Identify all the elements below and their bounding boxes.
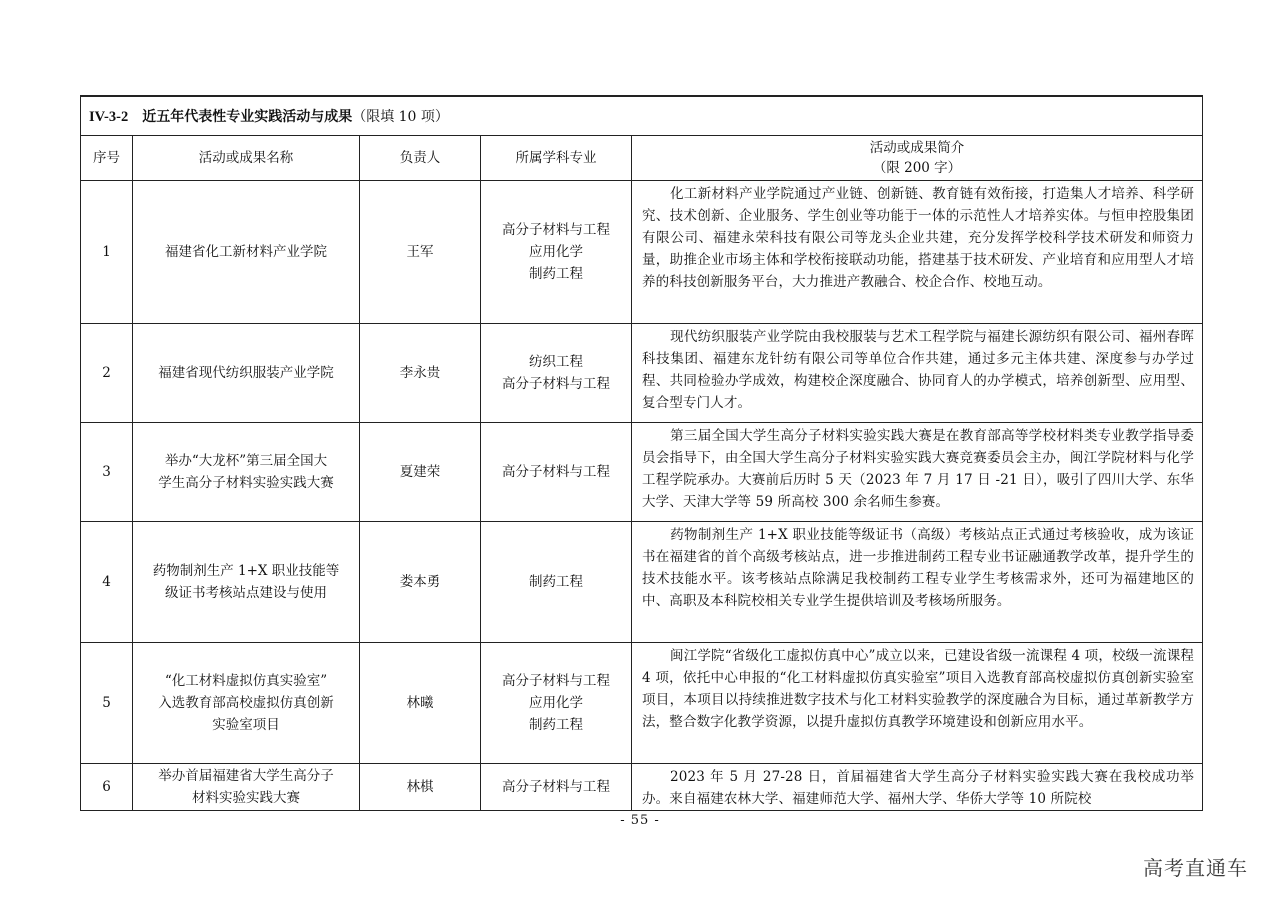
row-major: 高分子材料与工程 — [502, 673, 610, 689]
row-leader: 王军 — [360, 181, 481, 324]
row-leader: 林棋 — [360, 764, 481, 811]
row-index: 6 — [81, 764, 133, 811]
section-code: IV-3-2 — [89, 109, 129, 125]
table-header-row — [81, 136, 1203, 181]
row-name-line: 学生高分子材料实验实践大赛 — [158, 475, 334, 491]
row-major: 应用化学 — [529, 244, 583, 260]
row-major: 制药工程 — [529, 574, 583, 590]
row-leader: 李永贵 — [360, 324, 481, 423]
header-description — [632, 136, 1203, 181]
row-major: 高分子材料与工程 — [502, 376, 610, 392]
row-description-text: 闽江学院“省级化工虚拟仿真中心”成立以来，已建设省级一流课程 4 项，校级一流课程 4 项，依托中心申报的“化工材料虚拟仿真实验室”项目入选教育部高校虚拟仿真创新实验室项目，本项目以持续推进数字技术与化工材料实验教学的深度融合为目标，通过革新教学方法，整合数字化教学资源，以提升虚拟仿真教学环境建设和创新应用水平。 — [642, 648, 1195, 730]
practice-activities-table — [80, 95, 1203, 811]
header-description-title: 活动或成果简介 — [869, 140, 965, 156]
row-description-text: 化工新材料产业学院通过产业链、创新链、教育链有效衔接，打造集人才培养、科学研究、技术创新、企业服务、学生创业等功能于一体的示范性人才培养实体。与恒申控股集团有限公司、福建永荣科技有限公司等龙头企业共建，充分发挥学校科学技术研发和师资力量，助推企业市场主体和学校衔接联动功能，搭建基于技术研发、产业培育和应用型人才培养的科技创新服务平台，大力推进产教融合、校企合作、校地互动。 — [642, 186, 1195, 290]
row-name-line: 福建省现代纺织服装产业学院 — [158, 365, 334, 381]
row-name — [133, 643, 360, 764]
section-name: 近五年代表性专业实践活动与成果 — [142, 109, 353, 125]
row-description-text: 药物制剂生产 1+X 职业技能等级证书（高级）考核站点正式通过考核验收，成为该证书在福建省的首个高级考核站点，进一步推进制药工程专业书证融通教学改革，提升学生的技术技能水平。该考核站点除满足我校制药工程专业学生考核需求外，还可为福建地区的中、高职及本科院校相关专业学生提供培训及考核场所服务。 — [642, 527, 1195, 609]
table-row — [81, 522, 1203, 643]
row-description — [632, 643, 1203, 764]
header-leader: 负责人 — [360, 136, 481, 181]
watermark-text: 高考直通车 — [1143, 856, 1248, 880]
row-name-line: 举办首届福建省大学生高分子 — [158, 768, 334, 784]
header-name: 活动或成果名称 — [133, 136, 360, 181]
row-major: 应用化学 — [529, 695, 583, 711]
row-description — [632, 522, 1203, 643]
section-note: （限填 10 项） — [352, 109, 449, 125]
row-majors — [481, 324, 632, 423]
row-index: 4 — [81, 522, 133, 643]
row-major: 高分子材料与工程 — [502, 464, 610, 480]
row-majors — [481, 522, 632, 643]
row-index: 5 — [81, 643, 133, 764]
section-title — [81, 96, 1203, 136]
row-name-line: 入选教育部高校虚拟仿真创新 — [158, 695, 334, 711]
row-description — [632, 181, 1203, 324]
row-description — [632, 423, 1203, 522]
row-major: 高分子材料与工程 — [502, 222, 610, 238]
row-major: 制药工程 — [529, 717, 583, 733]
row-leader: 夏建荣 — [360, 423, 481, 522]
row-majors — [481, 423, 632, 522]
page-number: - 55 - — [620, 813, 660, 828]
row-name-line: 实验室项目 — [212, 717, 280, 733]
row-name — [133, 522, 360, 643]
header-index: 序号 — [81, 136, 133, 181]
row-major: 高分子材料与工程 — [502, 779, 610, 795]
row-name-line: 福建省化工新材料产业学院 — [165, 244, 327, 260]
row-name-line: 级证书考核站点建设与使用 — [165, 585, 327, 601]
row-name-line: 材料实验实践大赛 — [192, 790, 300, 806]
row-majors — [481, 181, 632, 324]
header-major: 所属学科专业 — [481, 136, 632, 181]
row-description-text: 第三届全国大学生高分子材料实验实践大赛是在教育部高等学校材料类专业教学指导委员会指导下，由全国大学生高分子材料实验实践大赛竞赛委员会主办，闽江学院材料与化学工程学院承办。大赛前后历时 5 天（2023 年 7 月 17 日 -21 日），吸引了四川大学、东华大学、天津大学等 59 所高校 300 余名师生参赛。 — [642, 428, 1195, 510]
row-name-line: “化工材料虚拟仿真实验室” — [164, 673, 328, 689]
row-name — [133, 324, 360, 423]
row-major: 纺织工程 — [529, 354, 583, 370]
row-leader: 娄本勇 — [360, 522, 481, 643]
row-description — [632, 324, 1203, 423]
row-index: 2 — [81, 324, 133, 423]
row-description-text: 现代纺织服装产业学院由我校服装与艺术工程学院与福建长源纺织有限公司、福州春晖科技集团、福建东龙针纺有限公司等单位合作共建，通过多元主体共建、深度参与办学过程、共同检验办学成效，构建校企深度融合、协同育人的办学模式，培养创新型、应用型、复合型专门人才。 — [642, 329, 1195, 411]
row-index: 3 — [81, 423, 133, 522]
table-row — [81, 324, 1203, 423]
row-description-text: 2023 年 5 月 27-28 日，首届福建省大学生高分子材料实验实践大赛在我校成功举办。来自福建农林大学、福建师范大学、福州大学、华侨大学等 10 所院校 — [642, 769, 1195, 807]
row-name-line: 举办“大龙杯”第三届全国大 — [164, 453, 328, 469]
row-major: 制药工程 — [529, 266, 583, 282]
row-description — [632, 764, 1203, 811]
row-leader: 林曦 — [360, 643, 481, 764]
table-row — [81, 423, 1203, 522]
section-title-row — [81, 96, 1203, 136]
row-index: 1 — [81, 181, 133, 324]
row-name — [133, 181, 360, 324]
table-row — [81, 764, 1203, 811]
table-row — [81, 643, 1203, 764]
table-row — [81, 181, 1203, 324]
row-name — [133, 423, 360, 522]
row-name-line: 药物制剂生产 1+X 职业技能等 — [152, 563, 340, 579]
header-description-limit: （限 200 字） — [872, 160, 962, 176]
row-majors — [481, 764, 632, 811]
row-majors — [481, 643, 632, 764]
row-name — [133, 764, 360, 811]
